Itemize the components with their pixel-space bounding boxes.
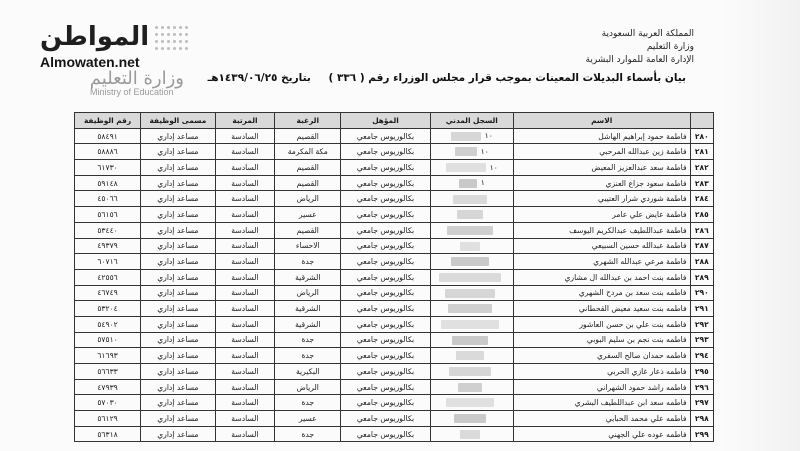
logo-url: Almowaten.net (40, 54, 140, 70)
table-row (75, 426, 714, 442)
ministry-line: وزارة التعليم (646, 42, 694, 52)
row-job-number: ٥٦١٢٩ (75, 411, 141, 427)
logo-ministry-en: Ministry of Education (90, 87, 174, 97)
table-row (75, 395, 714, 411)
row-name: فاطمة عبداللطيف عبدالكريم اليوسف (513, 222, 690, 238)
row-name: فاطمه بنت نجم بن سليم البوبي (513, 332, 690, 348)
row-desire: الاحساء (275, 238, 341, 254)
row-name: فاطمه عوده علي الجهني (513, 426, 690, 442)
row-desire: جدة (275, 254, 341, 270)
row-civil-record (430, 191, 513, 207)
row-civil-record (430, 207, 513, 223)
redaction-blur (459, 179, 477, 188)
row-rank: السادسة (215, 269, 275, 285)
row-civil-record (430, 426, 513, 442)
row-qualification: بكالوريوس جامعي (341, 395, 430, 411)
table-header-row (75, 113, 714, 129)
row-job-title: مساعد إداري (141, 207, 216, 223)
row-desire: القصيم (275, 128, 341, 144)
row-desire: جدة (275, 348, 341, 364)
row-rank: السادسة (215, 364, 275, 380)
row-qualification: بكالوريوس جامعي (341, 191, 430, 207)
document-title (208, 72, 686, 84)
row-number: ٢٩٠ (690, 285, 713, 301)
redaction-blur (448, 304, 492, 313)
row-rank: السادسة (215, 348, 275, 364)
redaction-blur (458, 383, 482, 392)
row-desire: جدة (275, 332, 341, 348)
row-desire: الشرقية (275, 269, 341, 285)
logo-top-row (40, 22, 230, 52)
row-number: ٢٩٣ (690, 332, 713, 348)
row-job-title: مساعد إداري (141, 379, 216, 395)
row-name: فاطمة سعود جزاع العنزي (513, 175, 690, 191)
row-civil-record (430, 269, 513, 285)
row-job-number: ٤٩٣٧٩ (75, 238, 141, 254)
table-row (75, 364, 714, 380)
table-row (75, 379, 714, 395)
row-rank: السادسة (215, 175, 275, 191)
row-number: ٢٩٧ (690, 395, 713, 411)
row-desire: جدة (275, 395, 341, 411)
row-qualification: بكالوريوس جامعي (341, 316, 430, 332)
kingdom-line: المملكة العربية السعودية (601, 29, 694, 39)
col-header-job-title: مسمى الوظيفة (141, 113, 216, 129)
redaction-blur (453, 195, 487, 204)
row-qualification: بكالوريوس جامعي (341, 207, 430, 223)
row-desire: الشرقية (275, 316, 341, 332)
row-job-title: مساعد إداري (141, 285, 216, 301)
row-rank: السادسة (215, 379, 275, 395)
row-rank: السادسة (215, 222, 275, 238)
row-job-number: ٥٧٠٣٠ (75, 395, 141, 411)
redaction-blur (451, 257, 489, 266)
row-job-number: ٤٢٥٥٦ (75, 269, 141, 285)
row-civil-record (430, 316, 513, 332)
table-row (75, 222, 714, 238)
redaction-blur (454, 414, 486, 423)
row-name: فاطمة عايض علي عامر (513, 207, 690, 223)
col-header-rank: المرتبة (215, 113, 275, 129)
row-number: ٢٩٥ (690, 364, 713, 380)
table-row (75, 285, 714, 301)
col-header-qualification: المؤهل (341, 113, 430, 129)
row-desire: عسير (275, 411, 341, 427)
row-job-title: مساعد إداري (141, 128, 216, 144)
redaction-blur (446, 163, 486, 172)
row-number: ٢٨٨ (690, 254, 713, 270)
table-row (75, 332, 714, 348)
row-number: ٢٩١ (690, 301, 713, 317)
row-number: ٢٨١ (690, 144, 713, 160)
redaction-blur (441, 320, 499, 329)
title-date: بتاريخ ١٤٣٩/٠٦/٢٥هـ (207, 72, 311, 84)
row-rank: السادسة (215, 207, 275, 223)
row-qualification: بكالوريوس جامعي (341, 332, 430, 348)
row-job-title: مساعد إداري (141, 238, 216, 254)
civil-record-value: ١ (480, 178, 485, 188)
row-desire: عسير (275, 207, 341, 223)
row-number: ٢٨٦ (690, 222, 713, 238)
civil-record-value: ١٠ (489, 162, 498, 172)
redaction-blur (451, 132, 481, 141)
row-rank: السادسة (215, 285, 275, 301)
row-job-number: ٤٥٠٦٦ (75, 191, 141, 207)
row-job-number: ٥٣٢٠٤ (75, 301, 141, 317)
row-desire: الشرقية (275, 301, 341, 317)
row-civil-record (430, 238, 513, 254)
row-job-title: مساعد إداري (141, 175, 216, 191)
row-number: ٢٩٩ (690, 426, 713, 442)
row-job-title: مساعد إداري (141, 348, 216, 364)
page-edge-shadow (722, 0, 800, 451)
redaction-blur (449, 367, 491, 376)
row-job-number: ٥٤٩٠٢ (75, 316, 141, 332)
table-row (75, 175, 714, 191)
col-header-name: الاسم (513, 113, 690, 129)
row-civil-record (430, 144, 513, 160)
row-job-number: ٤٦٧٤٩ (75, 285, 141, 301)
row-job-number: ٥٧٥١٠ (75, 332, 141, 348)
row-rank: السادسة (215, 238, 275, 254)
row-job-title: مساعد إداري (141, 411, 216, 427)
row-civil-record (430, 332, 513, 348)
row-qualification: بكالوريوس جامعي (341, 128, 430, 144)
appointees-table (74, 112, 714, 442)
row-desire: القصيم (275, 160, 341, 176)
redaction-blur (460, 242, 480, 251)
row-job-number: ٥٦٦٣٣ (75, 364, 141, 380)
redaction-blur (439, 273, 501, 282)
row-rank: السادسة (215, 395, 275, 411)
row-job-number: ٤٧٩٣٩ (75, 379, 141, 395)
row-civil-record (430, 285, 513, 301)
row-job-title: مساعد إداري (141, 316, 216, 332)
row-number: ٢٨٣ (690, 175, 713, 191)
row-job-title: مساعد إداري (141, 269, 216, 285)
row-name: فاطمه سعد ابن عبداللطيف البشري (513, 395, 690, 411)
row-rank: السادسة (215, 128, 275, 144)
row-civil-record (430, 379, 513, 395)
row-civil-record (430, 160, 513, 176)
title-text: بيان بأسماء البديلات المعينات بموجب قرار مجلس الوزراء رقم ( ٣٣٦ ) (328, 72, 686, 84)
table-row (75, 144, 714, 160)
row-qualification: بكالوريوس جامعي (341, 379, 430, 395)
row-job-title: مساعد إداري (141, 426, 216, 442)
row-rank: السادسة (215, 160, 275, 176)
row-name: فاطمه ذعار غازي الحربي (513, 364, 690, 380)
row-name: فاطمة عبدالله حسين السبيعي (513, 238, 690, 254)
row-name: فاطمة حمود إبراهيم الهاشل (513, 128, 690, 144)
row-qualification: بكالوريوس جامعي (341, 364, 430, 380)
row-number: ٢٩٦ (690, 379, 713, 395)
row-job-title: مساعد إداري (141, 332, 216, 348)
row-desire: الرياض (275, 191, 341, 207)
row-rank: السادسة (215, 301, 275, 317)
redaction-blur (456, 351, 484, 360)
row-name: فاطمه بنت علي بن حسن العاشور (513, 316, 690, 332)
row-job-number: ٥٦١٥٦ (75, 207, 141, 223)
col-header-job-number: رقم الوظيفة (75, 113, 141, 129)
row-qualification: بكالوريوس جامعي (341, 411, 430, 427)
row-number: ٢٨٧ (690, 238, 713, 254)
row-rank: السادسة (215, 316, 275, 332)
dots-icon (155, 26, 187, 52)
logo-wordmark: المواطن (40, 22, 150, 52)
row-job-title: مساعد إداري (141, 191, 216, 207)
table-body (75, 128, 714, 442)
row-desire: الرياض (275, 379, 341, 395)
row-name: فاطمه راشد حمود الشهراني (513, 379, 690, 395)
row-job-number: ٥٨٨٨٦ (75, 144, 141, 160)
table-row (75, 301, 714, 317)
row-job-number: ٦٠٧١٦ (75, 254, 141, 270)
row-name: فاطمة زين عبدالله المرحبي (513, 144, 690, 160)
row-name: فاطمه بنت سعد بن مردح الشهري (513, 285, 690, 301)
row-qualification: بكالوريوس جامعي (341, 254, 430, 270)
row-job-number: ٥٣٤٤٠ (75, 222, 141, 238)
row-rank: السادسة (215, 254, 275, 270)
redaction-blur (460, 430, 480, 439)
table-row (75, 411, 714, 427)
row-job-number: ٦١٦٩٣ (75, 348, 141, 364)
row-desire: الرياض (275, 285, 341, 301)
row-civil-record (430, 348, 513, 364)
row-name: فاطمه حمدان صالح السفري (513, 348, 690, 364)
row-qualification: بكالوريوس جامعي (341, 269, 430, 285)
redaction-blur (445, 289, 495, 298)
row-job-number: ٦١٧٣٠ (75, 160, 141, 176)
col-header-civil: السجل المدني (430, 113, 513, 129)
row-qualification: بكالوريوس جامعي (341, 426, 430, 442)
row-qualification: بكالوريوس جامعي (341, 144, 430, 160)
table-row (75, 191, 714, 207)
row-qualification: بكالوريوس جامعي (341, 285, 430, 301)
row-civil-record (430, 364, 513, 380)
row-desire: القصيم (275, 222, 341, 238)
row-number: ٢٨٠ (690, 128, 713, 144)
row-qualification: بكالوريوس جامعي (341, 160, 430, 176)
row-number: ٢٨٤ (690, 191, 713, 207)
table-row (75, 128, 714, 144)
civil-record-value: ١٠ (480, 146, 489, 156)
row-desire: البكيرية (275, 364, 341, 380)
row-desire: القصيم (275, 175, 341, 191)
almowaten-logo (40, 22, 230, 100)
row-rank: السادسة (215, 191, 275, 207)
row-job-number: ٥٨٤٩١ (75, 128, 141, 144)
row-number: ٢٩٢ (690, 316, 713, 332)
table-row (75, 316, 714, 332)
row-job-number: ٥٦٣١٨ (75, 426, 141, 442)
redaction-blur (447, 226, 493, 235)
row-civil-record (430, 411, 513, 427)
row-civil-record (430, 395, 513, 411)
row-civil-record (430, 301, 513, 317)
row-qualification: بكالوريوس جامعي (341, 175, 430, 191)
row-number: ٢٨٢ (690, 160, 713, 176)
row-name: فاطمة مرعي عبدالله الشهري (513, 254, 690, 270)
row-name: فاطمه علي محمد الحبابي (513, 411, 690, 427)
row-qualification: بكالوريوس جامعي (341, 301, 430, 317)
row-number: ٢٨٩ (690, 269, 713, 285)
letterhead (586, 28, 694, 67)
table-row (75, 348, 714, 364)
row-qualification: بكالوريوس جامعي (341, 238, 430, 254)
row-civil-record (430, 175, 513, 191)
logo-ministry-ar: وزارة التعليم (89, 68, 184, 89)
row-number: ٢٨٥ (690, 207, 713, 223)
row-job-title: مساعد إداري (141, 395, 216, 411)
row-civil-record (430, 254, 513, 270)
table-row (75, 254, 714, 270)
table-row (75, 269, 714, 285)
row-number: ٢٩٨ (690, 411, 713, 427)
col-header-num (690, 113, 713, 129)
row-job-title: مساعد إداري (141, 254, 216, 270)
row-rank: السادسة (215, 144, 275, 160)
row-rank: السادسة (215, 332, 275, 348)
row-rank: السادسة (215, 411, 275, 427)
row-job-title: مساعد إداري (141, 160, 216, 176)
row-qualification: بكالوريوس جامعي (341, 222, 430, 238)
row-civil-record (430, 222, 513, 238)
row-job-title: مساعد إداري (141, 144, 216, 160)
redaction-blur (446, 398, 494, 407)
row-name: فاطمه بنت احمد بن عبدالله ال مشاري (513, 269, 690, 285)
col-header-desire: الرغبة (275, 113, 341, 129)
row-job-title: مساعد إداري (141, 222, 216, 238)
row-rank: السادسة (215, 426, 275, 442)
table-row (75, 207, 714, 223)
row-desire: مكة المكرمة (275, 144, 341, 160)
department-line: الإدارة العامة للموارد البشرية (585, 55, 694, 65)
row-number: ٢٩٤ (690, 348, 713, 364)
row-name: فاطمة سعد عبدالعزيز المعيض (513, 160, 690, 176)
civil-record-value: ١٠ (484, 131, 493, 141)
redaction-blur (457, 210, 483, 219)
row-job-number: ٥٩١٤٨ (75, 175, 141, 191)
row-name: فاطمة شوردي شرار العتيبي (513, 191, 690, 207)
row-name: فاطمه بنت سعيد معيض القحطاني (513, 301, 690, 317)
row-desire: جدة (275, 426, 341, 442)
row-qualification: بكالوريوس جامعي (341, 348, 430, 364)
table-row (75, 160, 714, 176)
row-civil-record (430, 128, 513, 144)
redaction-blur (452, 336, 488, 345)
row-job-title: مساعد إداري (141, 364, 216, 380)
redaction-blur (455, 147, 477, 156)
table-row (75, 238, 714, 254)
row-job-title: مساعد إداري (141, 301, 216, 317)
